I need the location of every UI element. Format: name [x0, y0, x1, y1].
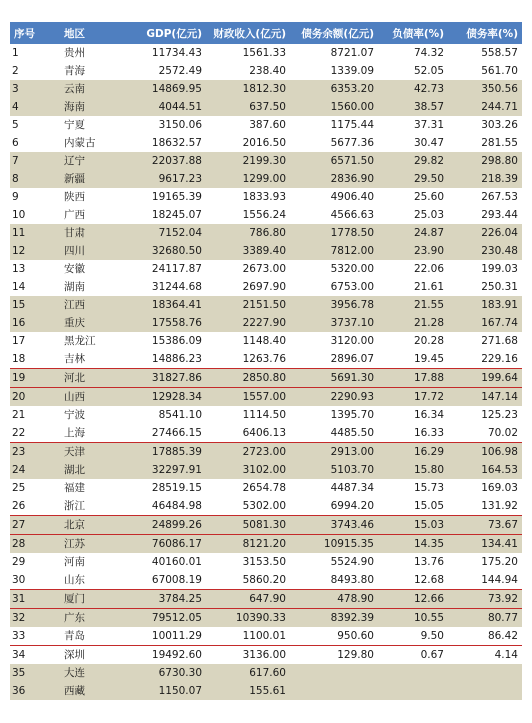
cell-fiscal-revenue: 2850.80 [206, 369, 290, 388]
table-row [10, 443, 522, 462]
table-body [10, 44, 522, 700]
cell-debt-ratio: 147.14 [448, 388, 522, 407]
cell-fiscal-revenue: 1148.40 [206, 332, 290, 350]
cell-fiscal-revenue: 1557.00 [206, 388, 290, 407]
cell-fiscal-revenue: 647.90 [206, 590, 290, 609]
cell-gdp: 31244.68 [122, 278, 206, 296]
cell-liability-ratio: 21.61 [378, 278, 448, 296]
table-row [10, 424, 522, 443]
cell-debt-balance: 3120.00 [290, 332, 378, 350]
table-row [10, 682, 522, 700]
cell-gdp: 32680.50 [122, 242, 206, 260]
table-row [10, 170, 522, 188]
cell-liability-ratio: 10.55 [378, 609, 448, 628]
table-row [10, 535, 522, 554]
cell-debt-balance: 5524.90 [290, 553, 378, 571]
cell-gdp: 17885.39 [122, 443, 206, 462]
cell-debt-ratio: 267.53 [448, 188, 522, 206]
table-row [10, 296, 522, 314]
table-row [10, 590, 522, 609]
cell-fiscal-revenue: 238.40 [206, 62, 290, 80]
cell-index: 32 [10, 609, 50, 628]
cell-liability-ratio: 14.35 [378, 535, 448, 554]
cell-debt-balance: 5320.00 [290, 260, 378, 278]
cell-region: 河北 [50, 369, 122, 388]
cell-gdp: 10011.29 [122, 627, 206, 646]
cell-liability-ratio: 16.29 [378, 443, 448, 462]
cell-debt-balance: 3956.78 [290, 296, 378, 314]
cell-gdp: 27466.15 [122, 424, 206, 443]
cell-index: 14 [10, 278, 50, 296]
table-row [10, 627, 522, 646]
cell-region: 海南 [50, 98, 122, 116]
table-row [10, 206, 522, 224]
cell-fiscal-revenue: 1561.33 [206, 44, 290, 62]
cell-index: 11 [10, 224, 50, 242]
cell-region: 陕西 [50, 188, 122, 206]
cell-debt-balance: 1339.09 [290, 62, 378, 80]
cell-index: 23 [10, 443, 50, 462]
table-row [10, 479, 522, 497]
cell-debt-balance: 4487.34 [290, 479, 378, 497]
cell-fiscal-revenue: 1812.30 [206, 80, 290, 98]
cell-debt-balance: 2836.90 [290, 170, 378, 188]
cell-index: 36 [10, 682, 50, 700]
cell-debt-ratio: 561.70 [448, 62, 522, 80]
cell-region: 大连 [50, 664, 122, 682]
cell-gdp: 18632.57 [122, 134, 206, 152]
header-debt-balance: 债务余额(亿元) [290, 22, 378, 44]
cell-region: 重庆 [50, 314, 122, 332]
cell-index: 6 [10, 134, 50, 152]
cell-region: 广东 [50, 609, 122, 628]
cell-fiscal-revenue: 2697.90 [206, 278, 290, 296]
cell-region: 上海 [50, 424, 122, 443]
cell-region: 山东 [50, 571, 122, 590]
cell-debt-ratio: 229.16 [448, 350, 522, 369]
table-row [10, 553, 522, 571]
cell-fiscal-revenue: 1556.24 [206, 206, 290, 224]
cell-index: 3 [10, 80, 50, 98]
table-row [10, 260, 522, 278]
cell-debt-ratio: 350.56 [448, 80, 522, 98]
cell-fiscal-revenue: 10390.33 [206, 609, 290, 628]
cell-liability-ratio: 13.76 [378, 553, 448, 571]
cell-gdp: 11734.43 [122, 44, 206, 62]
cell-index: 22 [10, 424, 50, 443]
cell-fiscal-revenue: 6406.13 [206, 424, 290, 443]
cell-debt-ratio [448, 664, 522, 682]
cell-fiscal-revenue: 2227.90 [206, 314, 290, 332]
cell-liability-ratio: 9.50 [378, 627, 448, 646]
cell-liability-ratio: 16.34 [378, 406, 448, 424]
cell-fiscal-revenue: 2016.50 [206, 134, 290, 152]
cell-fiscal-revenue: 3102.00 [206, 461, 290, 479]
cell-debt-ratio: 218.39 [448, 170, 522, 188]
cell-gdp: 14886.23 [122, 350, 206, 369]
table-header-row [10, 22, 522, 44]
cell-debt-balance: 3743.46 [290, 516, 378, 535]
cell-gdp: 24899.26 [122, 516, 206, 535]
cell-region: 宁夏 [50, 116, 122, 134]
cell-fiscal-revenue: 1833.93 [206, 188, 290, 206]
table-row [10, 388, 522, 407]
cell-region: 天津 [50, 443, 122, 462]
cell-index: 12 [10, 242, 50, 260]
cell-debt-ratio: 244.71 [448, 98, 522, 116]
table-row [10, 664, 522, 682]
cell-fiscal-revenue: 3136.00 [206, 646, 290, 665]
cell-fiscal-revenue: 2673.00 [206, 260, 290, 278]
cell-debt-balance: 2913.00 [290, 443, 378, 462]
table-row [10, 278, 522, 296]
cell-liability-ratio: 17.88 [378, 369, 448, 388]
table-row [10, 116, 522, 134]
cell-index: 30 [10, 571, 50, 590]
cell-gdp: 2572.49 [122, 62, 206, 80]
cell-liability-ratio: 37.31 [378, 116, 448, 134]
cell-region: 山西 [50, 388, 122, 407]
cell-liability-ratio [378, 664, 448, 682]
cell-region: 深圳 [50, 646, 122, 665]
table-row [10, 369, 522, 388]
cell-debt-balance: 4566.63 [290, 206, 378, 224]
cell-debt-ratio: 125.23 [448, 406, 522, 424]
cell-liability-ratio: 74.32 [378, 44, 448, 62]
cell-gdp: 19492.60 [122, 646, 206, 665]
cell-index: 2 [10, 62, 50, 80]
cell-liability-ratio: 12.66 [378, 590, 448, 609]
cell-fiscal-revenue: 617.60 [206, 664, 290, 682]
table-row [10, 62, 522, 80]
cell-debt-balance: 5103.70 [290, 461, 378, 479]
cell-gdp: 3150.06 [122, 116, 206, 134]
cell-gdp: 67008.19 [122, 571, 206, 590]
table-row [10, 188, 522, 206]
cell-gdp: 19165.39 [122, 188, 206, 206]
cell-region: 河南 [50, 553, 122, 571]
cell-debt-balance: 8721.07 [290, 44, 378, 62]
cell-region: 青岛 [50, 627, 122, 646]
cell-debt-balance: 1778.50 [290, 224, 378, 242]
cell-liability-ratio: 25.60 [378, 188, 448, 206]
debt-table-sheet [10, 22, 522, 700]
cell-fiscal-revenue: 5081.30 [206, 516, 290, 535]
cell-debt-balance: 129.80 [290, 646, 378, 665]
cell-index: 9 [10, 188, 50, 206]
cell-region: 云南 [50, 80, 122, 98]
cell-debt-balance [290, 664, 378, 682]
header-region: 地区 [50, 22, 122, 44]
cell-region: 四川 [50, 242, 122, 260]
cell-index: 25 [10, 479, 50, 497]
cell-index: 34 [10, 646, 50, 665]
table-row [10, 571, 522, 590]
cell-gdp: 32297.91 [122, 461, 206, 479]
cell-index: 5 [10, 116, 50, 134]
cell-debt-ratio: 70.02 [448, 424, 522, 443]
debt-table [10, 22, 522, 700]
cell-region: 浙江 [50, 497, 122, 516]
cell-index: 31 [10, 590, 50, 609]
cell-debt-balance: 8392.39 [290, 609, 378, 628]
header-index: 序号 [10, 22, 50, 44]
table-row [10, 516, 522, 535]
cell-index: 18 [10, 350, 50, 369]
cell-region: 安徽 [50, 260, 122, 278]
table-row [10, 152, 522, 170]
cell-debt-ratio: 230.48 [448, 242, 522, 260]
cell-gdp: 14869.95 [122, 80, 206, 98]
cell-region: 厦门 [50, 590, 122, 609]
cell-index: 21 [10, 406, 50, 424]
cell-debt-balance: 5691.30 [290, 369, 378, 388]
cell-gdp: 24117.87 [122, 260, 206, 278]
cell-index: 1 [10, 44, 50, 62]
cell-liability-ratio: 24.87 [378, 224, 448, 242]
cell-liability-ratio: 12.68 [378, 571, 448, 590]
cell-debt-ratio: 164.53 [448, 461, 522, 479]
cell-debt-ratio: 144.94 [448, 571, 522, 590]
cell-region: 辽宁 [50, 152, 122, 170]
cell-debt-ratio: 250.31 [448, 278, 522, 296]
cell-index: 7 [10, 152, 50, 170]
cell-index: 26 [10, 497, 50, 516]
cell-liability-ratio: 25.03 [378, 206, 448, 224]
cell-region: 湖南 [50, 278, 122, 296]
cell-fiscal-revenue: 1263.76 [206, 350, 290, 369]
cell-debt-ratio: 131.92 [448, 497, 522, 516]
cell-gdp: 79512.05 [122, 609, 206, 628]
cell-index: 10 [10, 206, 50, 224]
cell-liability-ratio [378, 682, 448, 700]
cell-gdp: 31827.86 [122, 369, 206, 388]
cell-debt-balance: 3737.10 [290, 314, 378, 332]
cell-fiscal-revenue: 1299.00 [206, 170, 290, 188]
cell-fiscal-revenue: 5860.20 [206, 571, 290, 590]
cell-debt-ratio: 73.67 [448, 516, 522, 535]
cell-gdp: 28519.15 [122, 479, 206, 497]
table-row [10, 609, 522, 628]
cell-liability-ratio: 30.47 [378, 134, 448, 152]
cell-liability-ratio: 15.73 [378, 479, 448, 497]
cell-region: 新疆 [50, 170, 122, 188]
header-fiscal-revenue: 财政收入(亿元) [206, 22, 290, 44]
cell-liability-ratio: 52.05 [378, 62, 448, 80]
cell-debt-ratio: 106.98 [448, 443, 522, 462]
cell-debt-balance: 2896.07 [290, 350, 378, 369]
cell-gdp: 7152.04 [122, 224, 206, 242]
cell-liability-ratio: 16.33 [378, 424, 448, 443]
table-row [10, 80, 522, 98]
cell-index: 24 [10, 461, 50, 479]
cell-debt-balance: 478.90 [290, 590, 378, 609]
cell-fiscal-revenue: 2723.00 [206, 443, 290, 462]
cell-region: 吉林 [50, 350, 122, 369]
cell-debt-ratio: 4.14 [448, 646, 522, 665]
cell-region: 青海 [50, 62, 122, 80]
cell-debt-ratio: 298.80 [448, 152, 522, 170]
cell-gdp: 9617.23 [122, 170, 206, 188]
cell-index: 33 [10, 627, 50, 646]
cell-debt-ratio: 293.44 [448, 206, 522, 224]
table-row [10, 134, 522, 152]
cell-gdp: 40160.01 [122, 553, 206, 571]
cell-fiscal-revenue: 637.50 [206, 98, 290, 116]
cell-debt-ratio: 271.68 [448, 332, 522, 350]
table-row [10, 332, 522, 350]
cell-fiscal-revenue: 155.61 [206, 682, 290, 700]
cell-gdp: 18364.41 [122, 296, 206, 314]
cell-debt-ratio: 169.03 [448, 479, 522, 497]
cell-fiscal-revenue: 3389.40 [206, 242, 290, 260]
cell-region: 福建 [50, 479, 122, 497]
cell-fiscal-revenue: 1100.01 [206, 627, 290, 646]
cell-index: 29 [10, 553, 50, 571]
cell-region: 黑龙江 [50, 332, 122, 350]
cell-liability-ratio: 23.90 [378, 242, 448, 260]
cell-region: 江西 [50, 296, 122, 314]
cell-fiscal-revenue: 2654.78 [206, 479, 290, 497]
cell-debt-balance: 4906.40 [290, 188, 378, 206]
cell-liability-ratio: 15.80 [378, 461, 448, 479]
cell-debt-balance: 8493.80 [290, 571, 378, 590]
cell-fiscal-revenue: 3153.50 [206, 553, 290, 571]
cell-debt-balance [290, 682, 378, 700]
cell-debt-ratio: 175.20 [448, 553, 522, 571]
cell-gdp: 4044.51 [122, 98, 206, 116]
cell-debt-ratio: 73.92 [448, 590, 522, 609]
cell-fiscal-revenue: 5302.00 [206, 497, 290, 516]
cell-region: 西藏 [50, 682, 122, 700]
cell-index: 16 [10, 314, 50, 332]
cell-region: 广西 [50, 206, 122, 224]
cell-debt-balance: 6353.20 [290, 80, 378, 98]
cell-region: 江苏 [50, 535, 122, 554]
cell-debt-ratio: 303.26 [448, 116, 522, 134]
cell-debt-ratio: 199.03 [448, 260, 522, 278]
cell-index: 4 [10, 98, 50, 116]
cell-debt-balance: 4485.50 [290, 424, 378, 443]
cell-debt-balance: 950.60 [290, 627, 378, 646]
cell-liability-ratio: 29.82 [378, 152, 448, 170]
cell-gdp: 3784.25 [122, 590, 206, 609]
cell-debt-balance: 5677.36 [290, 134, 378, 152]
cell-index: 20 [10, 388, 50, 407]
cell-debt-ratio: 167.74 [448, 314, 522, 332]
cell-fiscal-revenue: 387.60 [206, 116, 290, 134]
table-row [10, 224, 522, 242]
cell-liability-ratio: 38.57 [378, 98, 448, 116]
cell-liability-ratio: 21.28 [378, 314, 448, 332]
cell-gdp: 46484.98 [122, 497, 206, 516]
cell-fiscal-revenue: 8121.20 [206, 535, 290, 554]
cell-debt-ratio: 80.77 [448, 609, 522, 628]
cell-fiscal-revenue: 1114.50 [206, 406, 290, 424]
cell-liability-ratio: 19.45 [378, 350, 448, 369]
cell-debt-ratio: 281.55 [448, 134, 522, 152]
cell-debt-balance: 1175.44 [290, 116, 378, 134]
cell-debt-balance: 6753.00 [290, 278, 378, 296]
cell-debt-ratio [448, 682, 522, 700]
table-row [10, 44, 522, 62]
table-row [10, 98, 522, 116]
cell-debt-balance: 7812.00 [290, 242, 378, 260]
cell-region: 湖北 [50, 461, 122, 479]
cell-liability-ratio: 20.28 [378, 332, 448, 350]
cell-region: 宁波 [50, 406, 122, 424]
cell-gdp: 6730.30 [122, 664, 206, 682]
cell-debt-ratio: 558.57 [448, 44, 522, 62]
cell-debt-ratio: 86.42 [448, 627, 522, 646]
cell-fiscal-revenue: 786.80 [206, 224, 290, 242]
cell-gdp: 17558.76 [122, 314, 206, 332]
cell-gdp: 22037.88 [122, 152, 206, 170]
cell-liability-ratio: 42.73 [378, 80, 448, 98]
cell-index: 13 [10, 260, 50, 278]
header-liability-ratio: 负债率(%) [378, 22, 448, 44]
cell-debt-ratio: 199.64 [448, 369, 522, 388]
table-row [10, 242, 522, 260]
cell-debt-balance: 1560.00 [290, 98, 378, 116]
cell-debt-balance: 1395.70 [290, 406, 378, 424]
table-row [10, 497, 522, 516]
cell-region: 贵州 [50, 44, 122, 62]
cell-index: 19 [10, 369, 50, 388]
cell-region: 内蒙古 [50, 134, 122, 152]
cell-debt-ratio: 226.04 [448, 224, 522, 242]
cell-gdp: 76086.17 [122, 535, 206, 554]
cell-liability-ratio: 29.50 [378, 170, 448, 188]
cell-liability-ratio: 17.72 [378, 388, 448, 407]
cell-gdp: 15386.09 [122, 332, 206, 350]
cell-debt-balance: 2290.93 [290, 388, 378, 407]
cell-fiscal-revenue: 2199.30 [206, 152, 290, 170]
table-row [10, 461, 522, 479]
header-debt-ratio: 债务率(%) [448, 22, 522, 44]
cell-region: 北京 [50, 516, 122, 535]
table-row [10, 350, 522, 369]
cell-liability-ratio: 21.55 [378, 296, 448, 314]
cell-gdp: 8541.10 [122, 406, 206, 424]
cell-liability-ratio: 15.05 [378, 497, 448, 516]
cell-index: 17 [10, 332, 50, 350]
cell-liability-ratio: 22.06 [378, 260, 448, 278]
cell-gdp: 1150.07 [122, 682, 206, 700]
cell-index: 28 [10, 535, 50, 554]
cell-liability-ratio: 0.67 [378, 646, 448, 665]
table-row [10, 314, 522, 332]
header-gdp: GDP(亿元) [122, 22, 206, 44]
cell-liability-ratio: 15.03 [378, 516, 448, 535]
table-row [10, 406, 522, 424]
cell-debt-ratio: 134.41 [448, 535, 522, 554]
cell-index: 27 [10, 516, 50, 535]
cell-debt-ratio: 183.91 [448, 296, 522, 314]
cell-fiscal-revenue: 2151.50 [206, 296, 290, 314]
cell-gdp: 12928.34 [122, 388, 206, 407]
cell-index: 35 [10, 664, 50, 682]
cell-index: 8 [10, 170, 50, 188]
cell-debt-balance: 6994.20 [290, 497, 378, 516]
cell-debt-balance: 6571.50 [290, 152, 378, 170]
cell-region: 甘肃 [50, 224, 122, 242]
cell-debt-balance: 10915.35 [290, 535, 378, 554]
cell-index: 15 [10, 296, 50, 314]
table-row [10, 646, 522, 665]
cell-gdp: 18245.07 [122, 206, 206, 224]
